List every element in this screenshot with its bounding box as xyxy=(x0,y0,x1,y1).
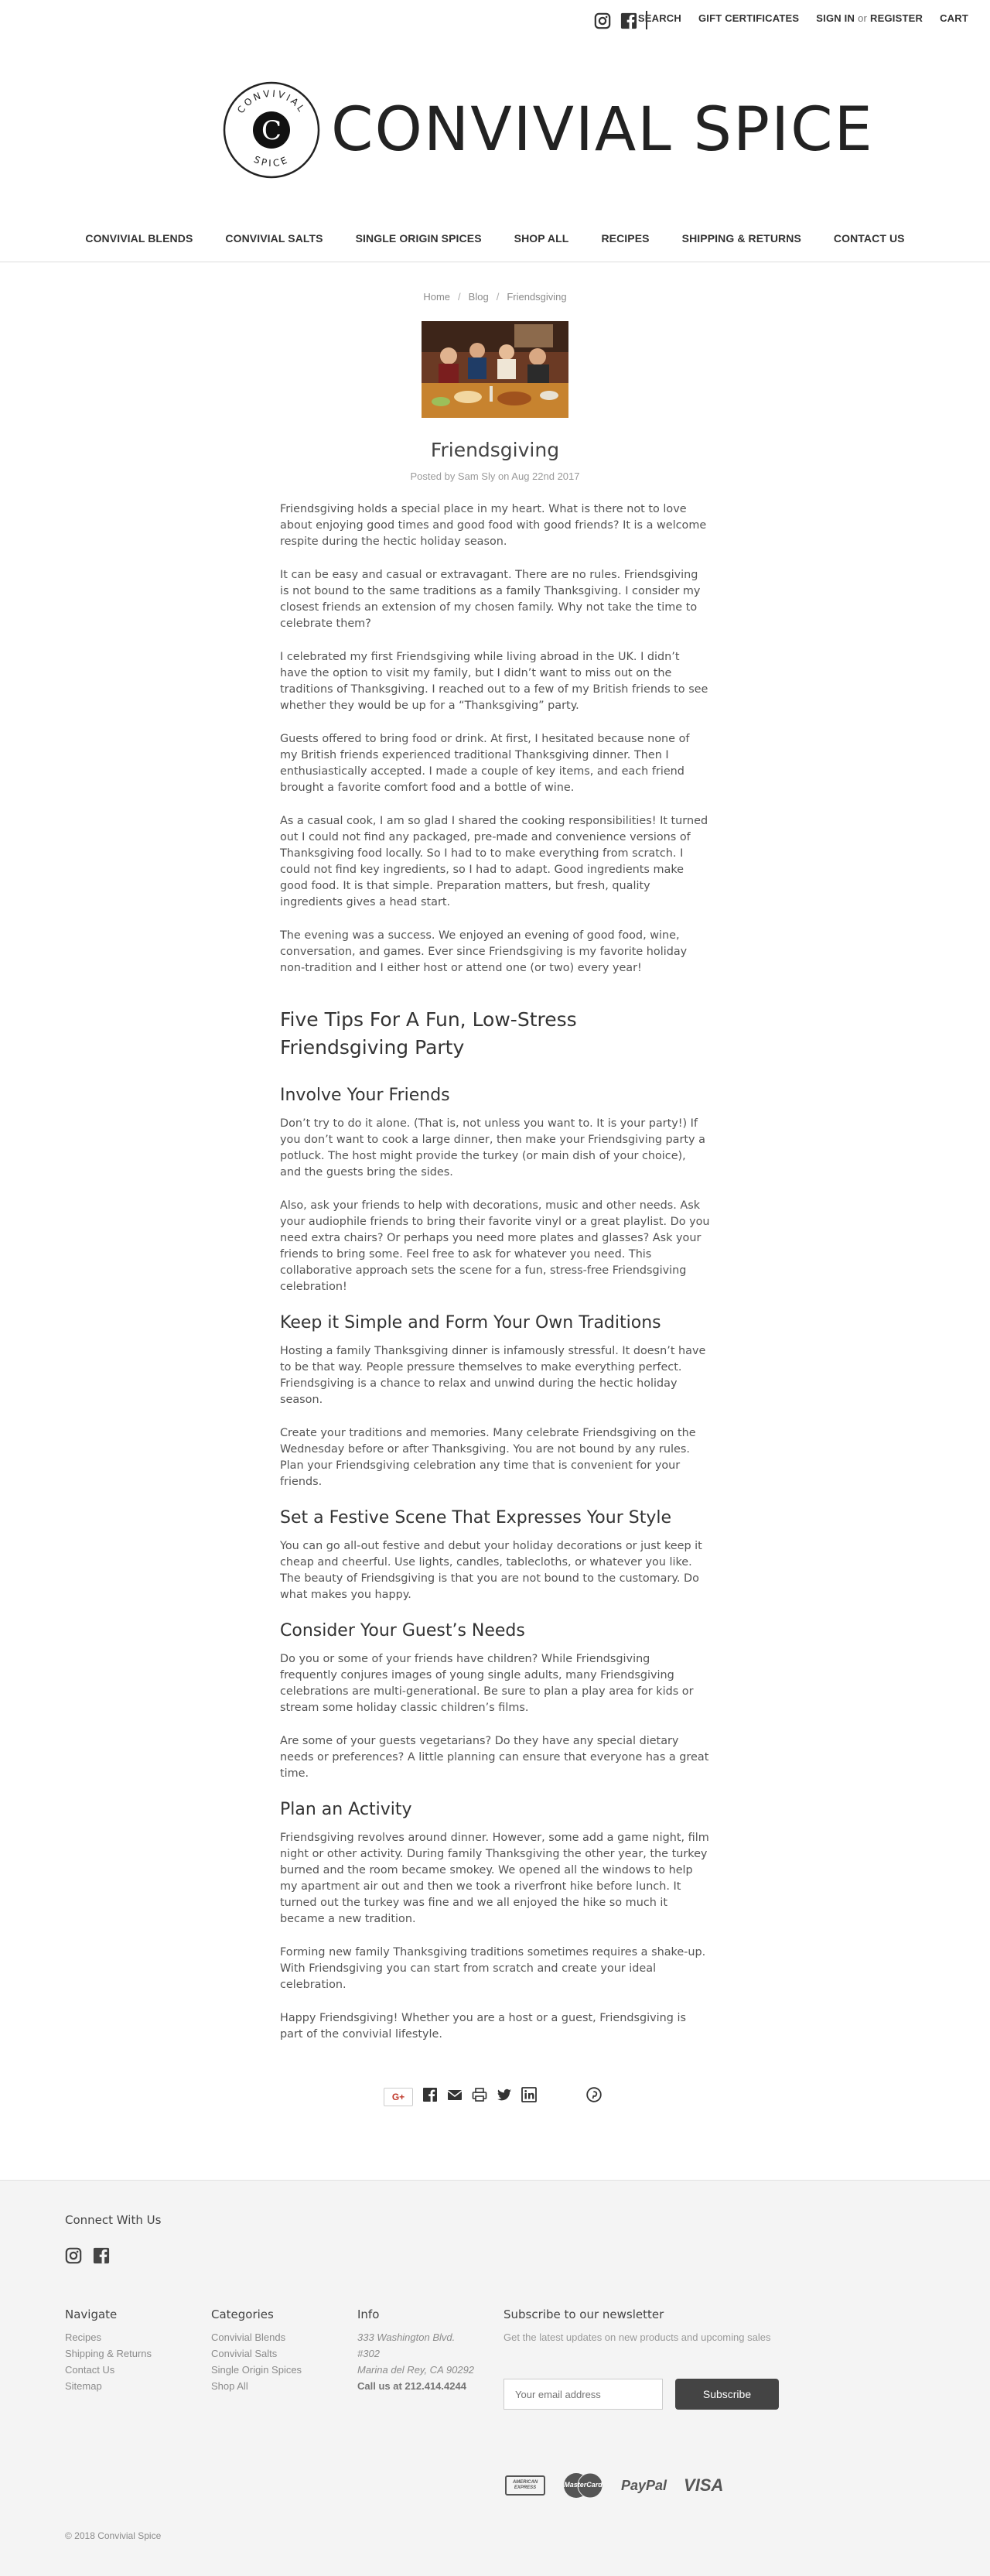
tips-heading: Five Tips For A Fun, Low-Stress Friendsgiving Party xyxy=(280,1008,577,1059)
paragraph: Create your traditions and memories. Many celebrate Friendsgiving on the Wednesday before or after Thanksgiving. You are not bound by any rules. Plan your Friendsgiving celebration any time that is convenient for your friends. xyxy=(280,1427,696,1488)
paragraph: Happy Friendsgiving! Whether you are a host or a guest, Friendsgiving is part of the convivial lifestyle. xyxy=(280,2012,687,2041)
paragraph: Also, ask your friends to help with decorations, music and other needs. Ask your audiophile friends to bring their favorite vinyl or a great playlist. Do you need extra chairs? Or perhaps you need more plates and glasses? Ask your friends to bring some. Feel free to ask for whatever you need. This collaborative approach sets the scene for a fun, stress-free Friendsgiving celebration! xyxy=(280,1199,710,1293)
site-logo[interactable] xyxy=(223,81,874,179)
footer-link-contact-us[interactable]: Contact Us xyxy=(65,2364,115,2376)
footer-navigate xyxy=(65,2307,152,2394)
search-link[interactable]: SEARCH xyxy=(637,12,681,24)
top-bar xyxy=(0,0,990,39)
print-icon[interactable] xyxy=(472,2087,487,2106)
paypal-icon: PayPal xyxy=(621,2477,667,2493)
gift-certificates-link[interactable]: GIFT CERTIFICATES xyxy=(698,12,800,24)
nav-convivial-blends[interactable]: CONVIVIAL BLENDS xyxy=(85,232,193,245)
footer-categories xyxy=(211,2307,302,2394)
amex-icon: AMERICAN EXPRESS xyxy=(505,2475,545,2496)
address-line: Marina del Rey, CA 90292 xyxy=(357,2364,475,2376)
footer-link-sitemap[interactable]: Sitemap xyxy=(65,2380,102,2392)
logo-letter: C xyxy=(261,115,282,146)
utility-nav xyxy=(638,12,968,24)
address-line: 333 Washington Blvd. xyxy=(357,2331,456,2343)
newsletter-email-input[interactable] xyxy=(504,2379,663,2410)
logo-mark xyxy=(223,81,320,179)
footer-social-links xyxy=(65,2247,110,2268)
section-heading: Involve Your Friends xyxy=(280,1086,450,1105)
paragraph: Hosting a family Thanksgiving dinner is infamously stressful. It doesn’t have to be that way. People pressure themselves to make everything perfect. Friendsgiving is a chance to relax and unwind during the hectic holiday season. xyxy=(280,1345,706,1406)
footer-link-recipes[interactable]: Recipes xyxy=(65,2331,101,2343)
nav-contact-us[interactable]: CONTACT US xyxy=(833,232,905,245)
footer-info xyxy=(357,2307,489,2394)
facebook-icon[interactable] xyxy=(422,2087,438,2106)
section-heading: Consider Your Guest’s Needs xyxy=(280,1621,525,1640)
breadcrumb-home[interactable]: Home xyxy=(423,291,451,303)
logo-text: CONVIVIAL SPICE xyxy=(331,95,874,165)
section-heading: Set a Festive Scene That Expresses Your Style xyxy=(280,1508,671,1527)
breadcrumb-current: Friendsgiving xyxy=(507,291,567,303)
paragraph: Do you or some of your friends have children? While Friendsgiving frequently conjures images of young single adults, many Friendsgiving celebrations are multi-generational. Be sure to plan a play area for kids or stream some holiday classic children’s films. xyxy=(280,1653,694,1714)
section-heading: Keep it Simple and Form Your Own Traditions xyxy=(280,1313,661,1332)
phone-text: Call us at 212.414.4244 xyxy=(357,2380,466,2392)
breadcrumb-blog[interactable]: Blog xyxy=(468,291,489,303)
footer-category-single-origin-spices[interactable]: Single Origin Spices xyxy=(211,2364,302,2376)
categories-heading: Categories xyxy=(211,2307,274,2321)
svg-text:SPICE: SPICE xyxy=(252,153,291,169)
post-byline: Posted by Sam Sly on Aug 22nd 2017 xyxy=(410,470,580,482)
footer-category-convivial-salts[interactable]: Convivial Salts xyxy=(211,2348,278,2359)
footer-category-convivial-blends[interactable]: Convivial Blends xyxy=(211,2331,286,2343)
navigate-heading: Navigate xyxy=(65,2307,118,2321)
connect-heading: Connect With Us xyxy=(65,2213,162,2227)
facebook-icon[interactable] xyxy=(93,2247,110,2268)
nav-shipping-returns[interactable]: SHIPPING & RETURNS xyxy=(681,232,801,245)
instagram-icon[interactable] xyxy=(594,12,611,29)
footer-link-shipping-returns[interactable]: Shipping & Returns xyxy=(65,2348,152,2359)
nav-shop-all[interactable]: SHOP ALL xyxy=(514,232,569,245)
facebook-icon[interactable] xyxy=(620,12,637,29)
subscribe-button[interactable]: Subscribe xyxy=(675,2379,779,2410)
mastercard-icon: MasterCard xyxy=(562,2472,604,2499)
paragraph: As a casual cook, I am so glad I shared the cooking responsibilities! It turned out I could not find any packaged, pre-made and convenience versions of Thanksgiving food locally. So I had to to make everything from scratch. I could not find key ingredients, so I had to adapt. Good ingredients make good food. It is that simple. Preparation matters, but fresh, quality ingredients gives a head start. xyxy=(280,815,708,908)
footer-newsletter xyxy=(504,2307,813,2416)
instagram-icon[interactable] xyxy=(65,2247,82,2268)
twitter-icon[interactable] xyxy=(497,2087,512,2106)
visa-icon: VISA xyxy=(684,2475,724,2495)
paragraph: Forming new family Thanksgiving traditions sometimes requires a shake-up. With Friendsgiving you can start from scratch and create your ideal celebration. xyxy=(280,1946,706,1991)
main-nav xyxy=(0,232,990,245)
nav-single-origin-spices[interactable]: SINGLE ORIGIN SPICES xyxy=(355,232,482,245)
nav-convivial-salts[interactable]: CONVIVIAL SALTS xyxy=(225,232,323,245)
linkedin-icon[interactable] xyxy=(521,2087,537,2106)
post-body xyxy=(280,501,710,2060)
footer-category-shop-all[interactable]: Shop All xyxy=(211,2380,248,2392)
paragraph: Are some of your guests vegetarians? Do they have any special dietary needs or preferences? A little planning can ensure that everyone has a great time. xyxy=(280,1735,709,1780)
paragraph: Friendsgiving holds a special place in my heart. What is there not to love about enjoying good times and good food with good friends? It is a welcome respite during the hectic holiday season. xyxy=(280,503,707,548)
header-social-links xyxy=(594,12,637,29)
section-heading: Plan an Activity xyxy=(280,1800,412,1819)
post-title: Friendsgiving xyxy=(430,439,560,461)
paragraph: I celebrated my first Friendsgiving while living abroad in the UK. I didn’t have the option to visit my family, but I didn’t want to miss out on the traditions of Thanksgiving. I reached out to a few of my British friends to see whether they would be up for a “Thanksgiving” party. xyxy=(280,651,708,712)
info-heading: Info xyxy=(357,2307,380,2321)
payment-icons xyxy=(505,2472,723,2499)
paragraph: Guests offered to bring food or drink. At first, I hesitated because none of my British friends experienced traditional Thanksgiving dinner. Then I enthusiastically accepted. I made a couple of key items, and each friend brought a favorite comfort food and a bottle of wine. xyxy=(280,733,690,794)
email-icon[interactable] xyxy=(447,2087,463,2106)
paragraph: The evening was a success. We enjoyed an evening of good food, wine, conversation, and games. Ever since Friendsgiving is my favorite holiday non-tradition and I either host or attend one (or two) every year! xyxy=(280,929,688,974)
pinterest-icon[interactable] xyxy=(586,2087,602,2106)
site-footer xyxy=(0,2180,990,2576)
post-hero-image xyxy=(422,321,568,418)
paragraph: Friendsgiving revolves around dinner. However, some add a game night, film night or other activity. During family Thanksgiving the other year, the turkey burned and the room became smokey. We opened all the windows to help my apartment air out and then we took a riverfront hike before lunch. It turned out the turkey was fine and we all enjoyed the hike so much it became a new tradition. xyxy=(280,1832,709,1925)
newsletter-heading: Subscribe to our newsletter xyxy=(504,2307,664,2321)
register-link[interactable]: REGISTER xyxy=(870,12,923,24)
google-plus-icon[interactable]: G+ xyxy=(384,2088,413,2106)
nav-recipes[interactable]: RECIPES xyxy=(601,232,650,245)
paragraph: It can be easy and casual or extravagant. There are no rules. Friendsgiving is not bound to the same traditions as a family Thanksgiving. I consider my closest friends an extension of my chosen family. Why not take the time to celebrate them? xyxy=(280,569,701,630)
paragraph: You can go all-out festive and debut your holiday decorations or just keep it cheap and cheerful. Use lights, candles, tablecloths, or whatever you like. The beauty of Friendsgiving is that you are not bound to the customary. Do what makes you happy. xyxy=(280,1540,702,1601)
or-text: or xyxy=(858,12,868,24)
share-bar xyxy=(384,2087,602,2106)
sign-in-link[interactable]: SIGN IN xyxy=(816,12,855,24)
copyright: © 2018 Convivial Spice xyxy=(65,2530,162,2541)
breadcrumb: Home / Blog / Friendsgiving xyxy=(423,291,567,303)
svg-text:CONVIVIAL: CONVIVIAL xyxy=(234,87,309,116)
newsletter-text: Get the latest updates on new products and upcoming sales xyxy=(504,2331,771,2343)
cart-link[interactable]: CART xyxy=(940,12,968,24)
paragraph: Don’t try to do it alone. (That is, not unless you want to. It is your party!) If you don’t want to cook a large dinner, then make your Friendsgiving party a potluck. The host might provide the turkey (or main dish of your choice), and the guests bring the sides. xyxy=(280,1117,705,1179)
address-line: #302 xyxy=(357,2348,380,2359)
